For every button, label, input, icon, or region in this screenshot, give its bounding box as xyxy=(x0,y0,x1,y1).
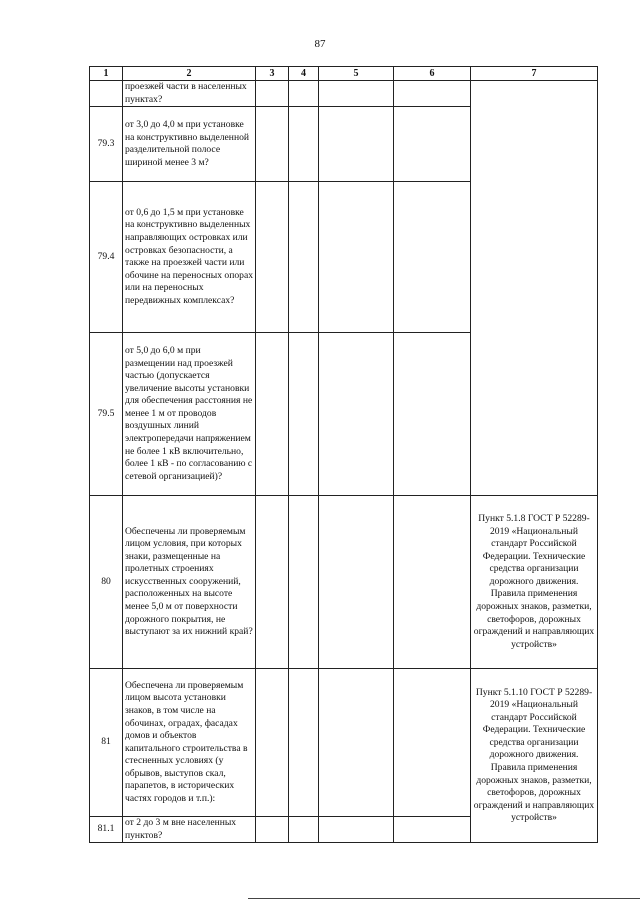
cell-col-3 xyxy=(256,817,289,843)
row-question: Обеспечена ли проверяемым лицом высота установки знаков, в том числе на обочинах, оградах, фасадах домов и объектов капитального строительства в стесненных условиях (у обрывов, выступов скал, парапетов, в исторических частях городов и т.п.): xyxy=(123,669,256,817)
header-col-4: 4 xyxy=(289,67,319,81)
row-number: 79.5 xyxy=(90,333,123,496)
page-number: 87 xyxy=(314,38,326,50)
table-row xyxy=(90,496,598,669)
row-question: от 5,0 до 6,0 м при размещении над проезжей частью (допускается увеличение высоты установки для обеспечения расстояния не менее 1 м от проводов воздушных линий электропередачи напряжением не более 1 кВ включительно, более 1 кВ - по согласованию с сетевой организацией)? xyxy=(123,333,256,496)
table-row xyxy=(90,669,598,817)
cell-col-6 xyxy=(394,81,471,107)
cell-col-6 xyxy=(394,496,471,669)
legal-reference: Пункт 5.1.8 ГОСТ Р 52289-2019 «Национальный стандарт Российской Федерации. Технические средства организации дорожного движения. Правила применения дорожных знаков, разметки, светофоров, дорожных ограждений и направляющих устройств» xyxy=(471,496,598,669)
cell-col-4 xyxy=(289,107,319,182)
cell-col-6 xyxy=(394,333,471,496)
cell-col-5 xyxy=(319,81,394,107)
row-number: 81.1 xyxy=(90,817,123,843)
row-question: от 2 до 3 м вне населенных пунктов? xyxy=(123,817,256,843)
row-question: Обеспечены ли проверяемым лицом условия, при которых знаки, размещенные на пролетных строениях искусственных сооружений, расположенных на высоте менее 5,0 м от поверхности дорожного покрытия, не выступают за их нижний край? xyxy=(123,496,256,669)
row-question: проезжей части в населенных пунктах? xyxy=(123,81,256,107)
cell-col-5 xyxy=(319,333,394,496)
header-col-3: 3 xyxy=(256,67,289,81)
cell-col-4 xyxy=(289,81,319,107)
row-number: 79.4 xyxy=(90,182,123,333)
cell-col-5 xyxy=(319,496,394,669)
cell-col-6 xyxy=(394,817,471,843)
row-question: от 0,6 до 1,5 м при установке на конструктивно выделенных направляющих островках или островках безопасности, а также на проезжей части или обочине на переносных опорах или на переносных передвижных комплексах? xyxy=(123,182,256,333)
cell-col-4 xyxy=(289,669,319,817)
cell-col-3 xyxy=(256,669,289,817)
cell-col-3 xyxy=(256,182,289,333)
table-row xyxy=(90,81,598,107)
row-question: от 3,0 до 4,0 м при установке на конструктивно выделенной разделительной полосе шириной менее 3 м? xyxy=(123,107,256,182)
cell-col-6 xyxy=(394,182,471,333)
cell-col-6 xyxy=(394,669,471,817)
cell-col-3 xyxy=(256,333,289,496)
row-number xyxy=(90,81,123,107)
cell-col-5 xyxy=(319,182,394,333)
cell-col-6 xyxy=(394,107,471,182)
cell-col-4 xyxy=(289,496,319,669)
row-number: 80 xyxy=(90,496,123,669)
cell-col-3 xyxy=(256,81,289,107)
cell-col-3 xyxy=(256,496,289,669)
cell-col-4 xyxy=(289,333,319,496)
header-col-5: 5 xyxy=(319,67,394,81)
cell-col-5 xyxy=(319,107,394,182)
header-col-2: 2 xyxy=(123,67,256,81)
cell-col-4 xyxy=(289,182,319,333)
row-number: 81 xyxy=(90,669,123,817)
legal-reference: Пункт 5.1.10 ГОСТ Р 52289-2019 «Национальный стандарт Российской Федерации. Технические средства организации дорожного движения. Правила применения дорожных знаков, разметки, светофоров, дорожных ограждений и направляющих устройств» xyxy=(471,669,598,843)
page-bottom-rule xyxy=(248,898,640,899)
cell-col-3 xyxy=(256,107,289,182)
cell-col-5 xyxy=(319,669,394,817)
cell-col-7-empty xyxy=(471,81,598,496)
row-number: 79.3 xyxy=(90,107,123,182)
header-col-7: 7 xyxy=(471,67,598,81)
cell-col-5 xyxy=(319,817,394,843)
header-row xyxy=(90,67,598,81)
header-col-6: 6 xyxy=(394,67,471,81)
header-col-1: 1 xyxy=(90,67,123,81)
checklist-table xyxy=(89,66,598,843)
cell-col-4 xyxy=(289,817,319,843)
